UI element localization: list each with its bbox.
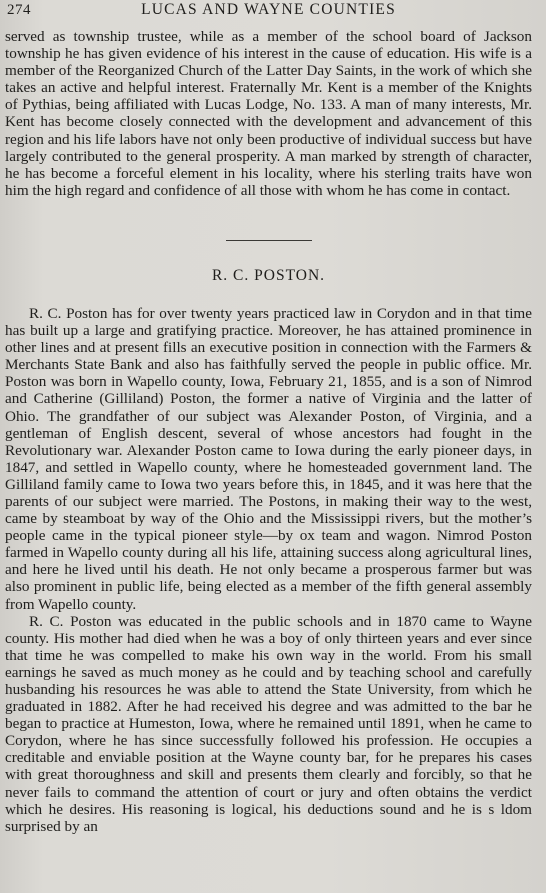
section-divider xyxy=(226,240,312,241)
paragraph-poston-education: R. C. Poston was educated in the public schools and in 1870 came to Wayne county. His mother had died when he was a boy of only thirteen years and ever since that time he was compelled to make his own way in the world. From his small earnings he saved as much money as he could and by teaching school and carefully husbanding his resources he was able to attend the State University, from which he graduated in 1882. After he had received his degree and was admitted to the bar he began to practice at Humeston, Iowa, where he remained until 1891, when he came to Corydon, where he has since successfully followed his profession. He occupies a creditable and enviable position at the Wayne county bar, for he prepares his cases with great thoroughness and skill and presents them clearly and forcibly, so that he never fails to command the attention of court or jury and often obtains the verdict which he desires. His reasoning is logical, his deductions sound and he is s ldom surprised by an xyxy=(5,612,532,835)
paragraph-poston-biography: R. C. Poston has for over twenty years practiced law in Corydon and in that time has built up a large and gratifying practice. Moreover, he has attained prominence in other lines and at present fills an executive position in connection with the Farmers & Merchants State Bank and also has faithfully served the people in public office. Mr. Poston was born in Wapello county, Iowa, February 21, 1855, and is a son of Nimrod and Catherine (Gilliland) Poston, the former a native of Virginia and the latter of Ohio. The grandfather of our subject was Alexander Poston, of Virginia, and a gentleman of English descent, several of whose ancestors had fought in the Revolutionary war. Alexander Poston came to Iowa during the early pioneer days, in 1847, and settled in Wapello county, where he homesteaded government land. The Gilliland family came to Iowa two years before this, in 1845, and it was here that the parents of our subject were married. The Postons, in making their way to the west, came by steamboat by way of the Ohio and the Mississippi rivers, but the mother’s people came in the typical pioneer style—by ox team and wagon. Nimrod Poston farmed in Wapello county during all his life, attaining success along agricultural lines, and here he lived until his death. He not only became a prosperous farmer but was also prominent in public life, being elected as a member of the fifth general assembly from Wapello county. xyxy=(5,304,532,613)
section-title: R. C. POSTON. xyxy=(211,266,326,284)
running-title: LUCAS AND WAYNE COUNTIES xyxy=(141,1,396,18)
page-number: 274 xyxy=(7,2,31,18)
paragraph-kent-continued: served as township trustee, while as a member of the school board of Jackson township he has given evidence of his interest in the cause of education. His wife is a member of the Reorganized Church of the Latter Day Saints, in the work of which she takes an active and helpful interest. Fraternally Mr. Kent is a member of the Knights of Pythias, being affiliated with Lucas Lodge, No. 133. A man of many interests, Mr. Kent has become closely connected with the development and advancement of this region and his life labors have not only been productive of individual success but have largely contributed to the general prosperity. A man marked by strength of character, he has become a forceful element in his locality, where his sterling traits have won him the high regard and confidence of all those with whom he has come in contact. xyxy=(5,28,532,199)
running-head xyxy=(5,0,532,26)
